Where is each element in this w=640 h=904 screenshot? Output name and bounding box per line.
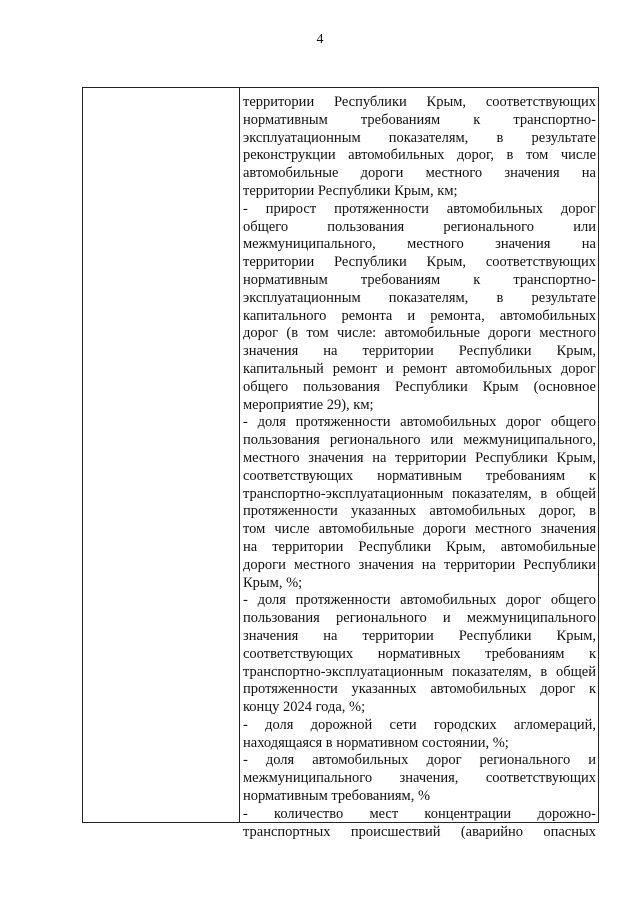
text-line: реконструкции автомобильных дорог, в том числе [243,147,596,164]
text-line: межмуниципального, местного значения на [243,236,596,253]
text-line: мероприятие 29), км; [243,396,374,413]
text-line: межмуниципального значения, соответствующих [243,770,596,787]
text-line: транспортно-эксплуатационным показателям, в общей [243,663,596,680]
text-line: капитальный ремонт и ремонт автомобильных дорог [243,360,596,377]
text-line: протяженности указанных автомобильных дорог, в [243,503,596,520]
text-line: протяженности указанных автомобильных дорог к [243,681,596,698]
text-line: территории Республики Крым, соответствующих [243,94,596,110]
text-line: концу 2024 года, %; [243,699,366,716]
text-line: том числе автомобильные дороги местного значения [243,521,596,538]
text-line: дороги местного значения на территории Республики [243,556,596,573]
text-line: пользования регионального и межмуниципального [243,610,596,627]
text-line: значения на территории Республики Крым, [243,627,596,644]
text-line: значения на территории Республики Крым, [243,343,596,360]
text-line: - количество мест концентрации дорожно- [243,805,596,822]
text-line: автомобильные дороги местного значения на [243,165,596,182]
text-line: - доля дорожной сети городских агломераций, [243,716,596,733]
text-line: - доля автомобильных дорог регионального и [243,752,596,769]
text-line: на территории Республики Крым, автомобильные [243,538,596,555]
text-line: общего пользования регионального или [243,218,596,235]
text-line: эксплуатационным показателям, в результате [243,129,596,146]
text-line: капитального ремонта и ремонта, автомобильных [243,307,596,324]
document-table [82,87,599,840]
text-line: находящаяся в нормативном состоянии, %; [243,734,509,751]
text-line: транспортно-эксплуатационным показателям, в общей [243,485,596,502]
text-line: соответствующих нормативных требованиям к [243,645,596,662]
text-line: нормативным требованиям к транспортно- [243,111,596,128]
text-line: эксплуатационным показателям, в результате [243,289,596,306]
text-line: территории Республики Крым, соответствующих [243,254,596,271]
text-line: местного значения на территории Республики Крым, [243,449,596,466]
page-number: 4 [316,32,324,47]
text-line: пользования регионального или межмуниципального, [243,432,596,449]
text-line: транспортных происшествий (аварийно опасных [243,823,596,840]
text-line: нормативным требованиям к транспортно- [243,271,596,288]
text-line: Крым, %; [243,574,303,591]
text-line: нормативным требованиям, % [243,788,431,805]
text-line: - доля протяженности автомобильных дорог общего [243,414,596,431]
text-line: - прирост протяженности автомобильных дорог [243,200,596,217]
text-line: дорог (в том числе: автомобильные дороги местного [243,325,596,342]
table-right-cell [240,88,598,840]
text-line: - доля протяженности автомобильных дорог общего [243,592,596,609]
text-line: территории Республики Крым, км; [243,182,458,199]
text-line: соответствующих нормативным требованиям к [243,467,596,484]
text-line: общего пользования Республики Крым (основное [243,378,596,395]
table-left-cell [83,88,240,822]
